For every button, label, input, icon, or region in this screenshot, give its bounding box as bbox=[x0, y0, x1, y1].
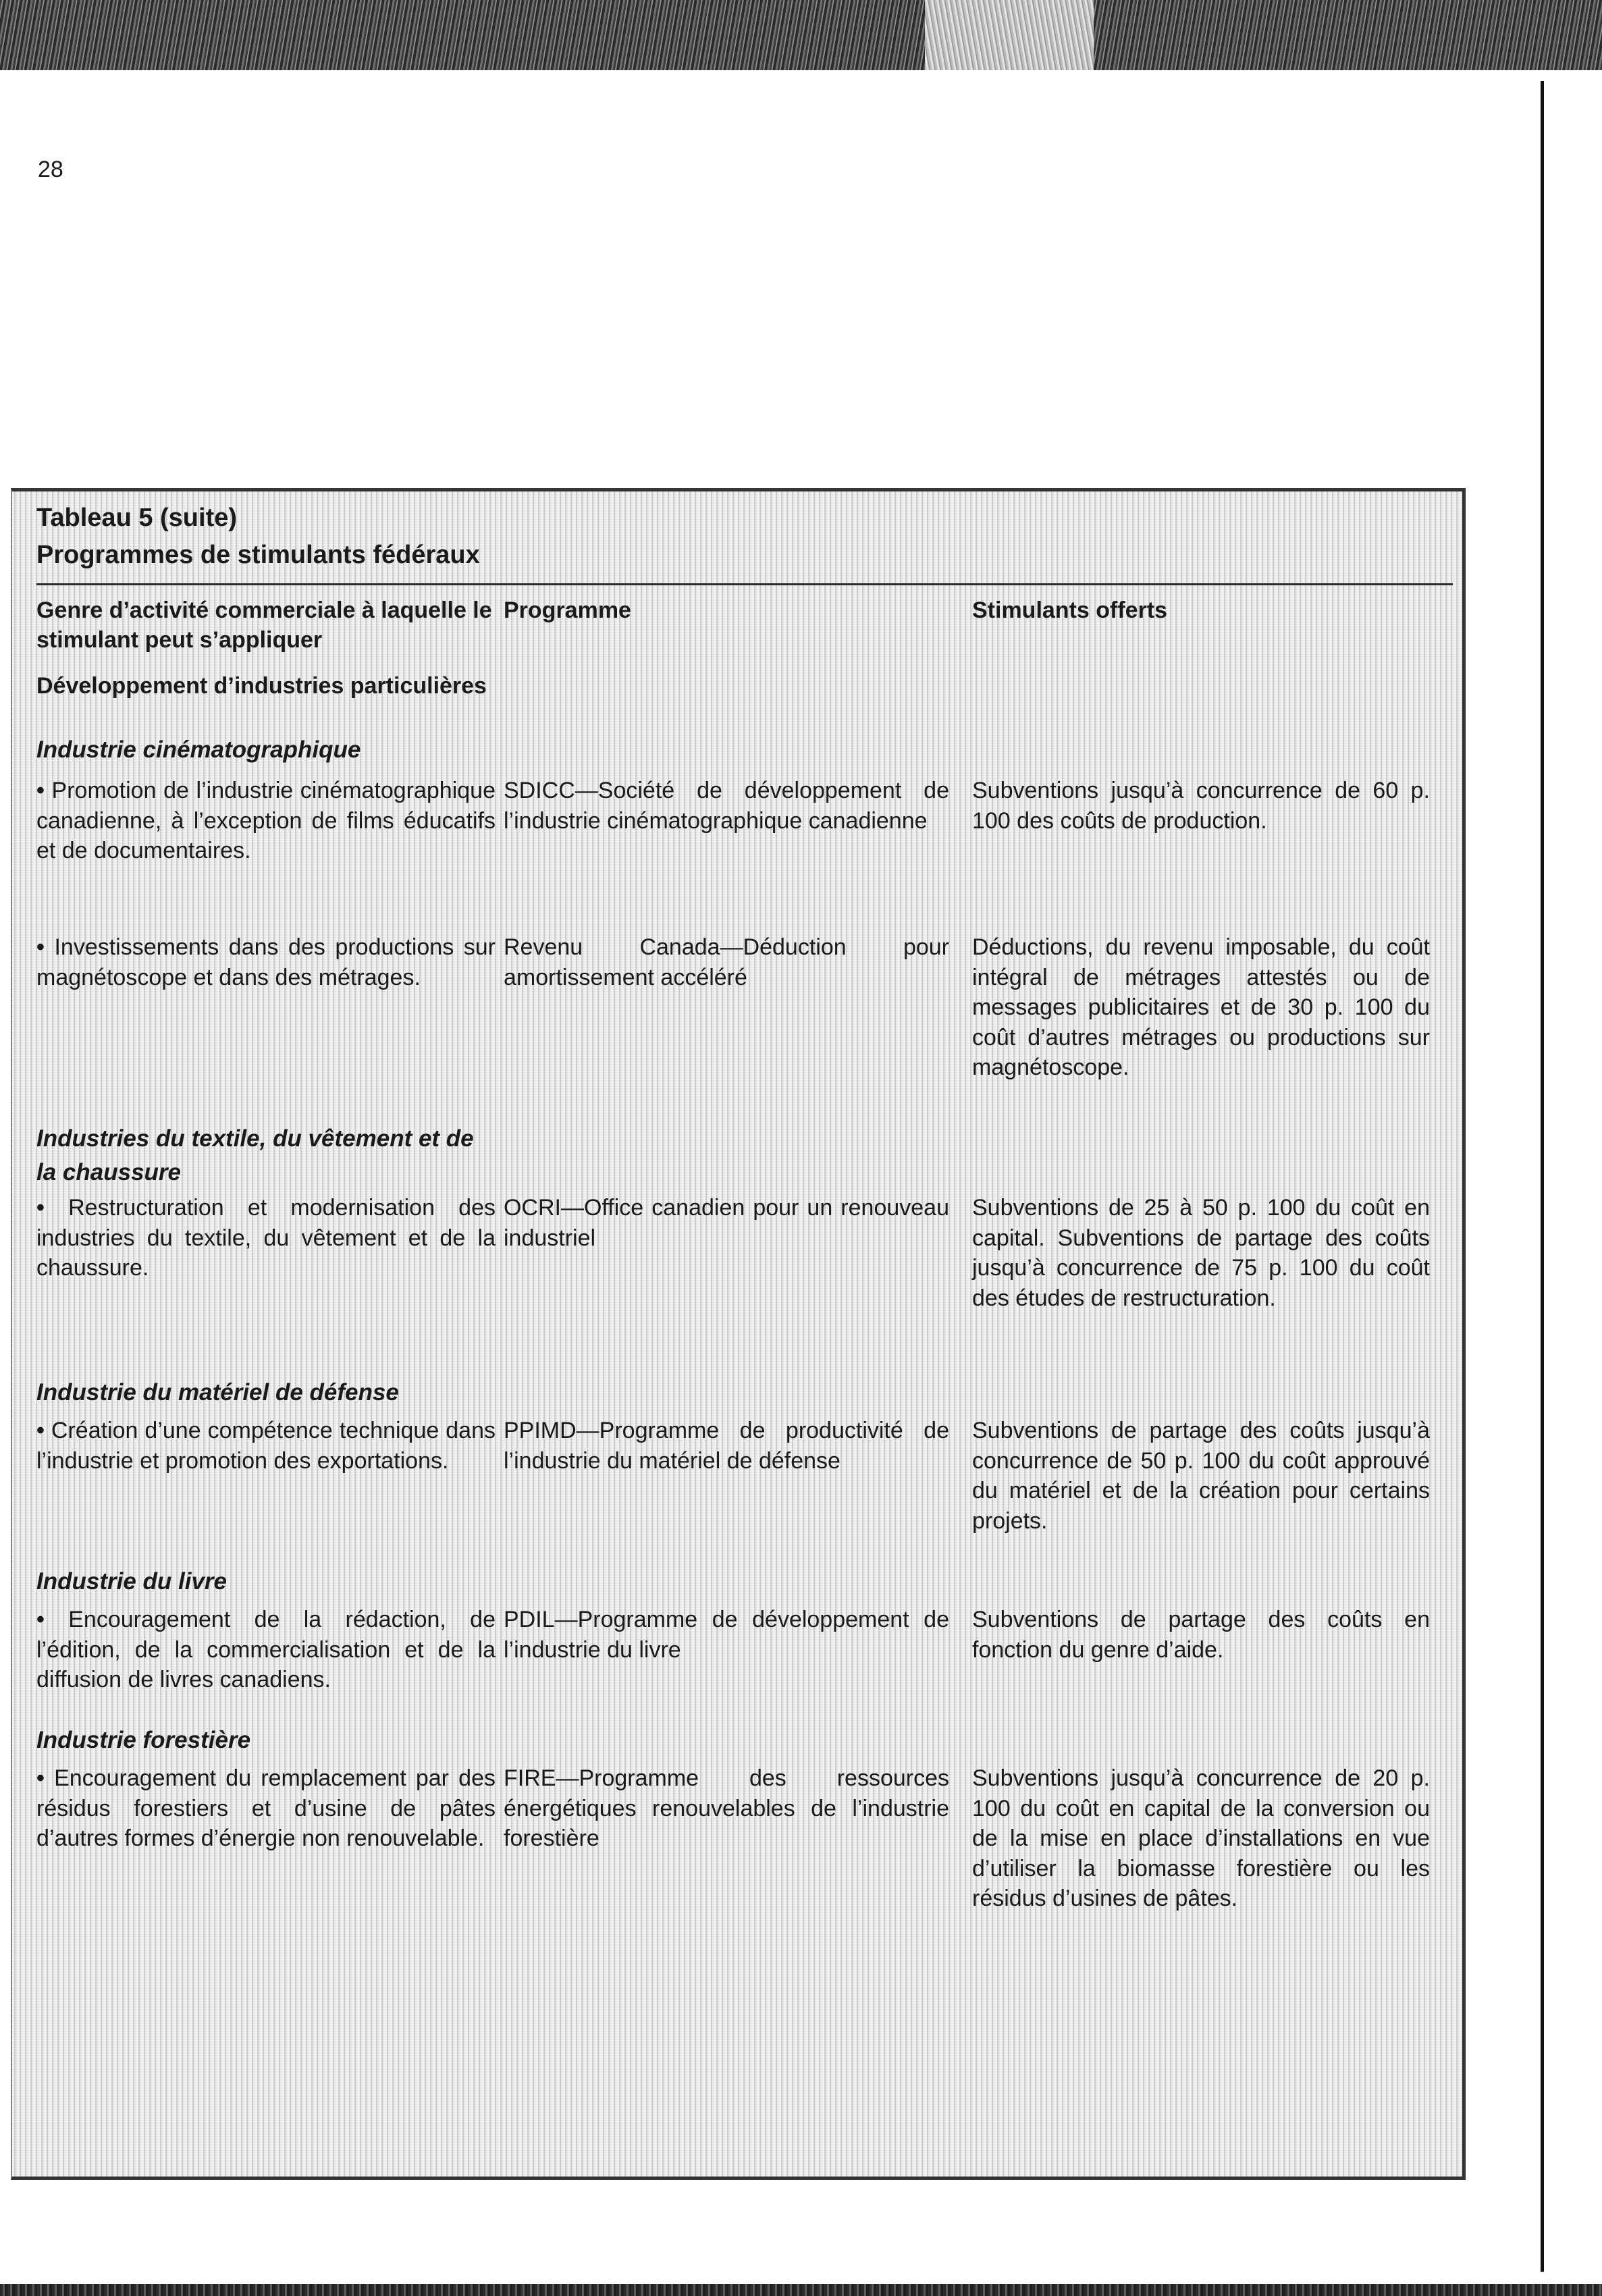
activity-text: Encouragement du remplacement par des résidus forestiers et d’usine de pâtes d’autres formes d’énergie non renouvelable. bbox=[36, 1765, 496, 1851]
group-heading-forestry: Industrie forestière bbox=[36, 1727, 251, 1753]
table-row-program: OCRI—Office canadien pour un renouveau industriel bbox=[504, 1195, 949, 1251]
table-row-program: SDICC—Société de développement de l’industrie cinématographique canadienne bbox=[504, 778, 949, 834]
column-header-activity: Genre d’activité commerciale à laquelle le stimulant peut s’appliquer bbox=[36, 597, 492, 653]
table-row-activity bbox=[36, 932, 496, 992]
table-label: Tableau 5 (suite) bbox=[36, 504, 238, 532]
table-row-activity bbox=[36, 1193, 496, 1283]
incentive-table bbox=[11, 488, 1466, 2180]
table-row-incentive: Subventions de partage des coûts en fonction du genre d’aide. bbox=[972, 1607, 1430, 1663]
group-heading-defense: Industrie du matériel de défense bbox=[36, 1379, 399, 1406]
binding-edge-rule bbox=[1541, 81, 1544, 2272]
bullet-icon: • bbox=[36, 778, 52, 803]
title-rule bbox=[36, 583, 1453, 585]
bullet-icon: • bbox=[36, 934, 55, 960]
table-title: Programmes de stimulants fédéraux bbox=[36, 541, 480, 569]
table-row-activity bbox=[36, 1763, 496, 1854]
table-row-program: Revenu Canada—Déduction pour amortissement accéléré bbox=[504, 934, 949, 990]
table-row-incentive: Subventions de partage des coûts jusqu’à concurrence de 50 p. 100 du coût approuvé du matériel et de la création pour certains projets. bbox=[972, 1418, 1430, 1534]
table-row-activity bbox=[36, 776, 496, 866]
table-row-incentive: Déductions, du revenu imposable, du coût intégral de métrages attestés ou de messages publicitaires et de 30 p. 100 du coût d’autres métrages ou productions sur magnétoscope. bbox=[972, 934, 1430, 1080]
page-number: 28 bbox=[38, 157, 63, 182]
table-row-incentive: Subventions jusqu’à concurrence de 60 p. 100 des coûts de production. bbox=[972, 778, 1430, 834]
table-row-incentive: Subventions de 25 à 50 p. 100 du coût en capital. Subventions de partage des coûts jusqu’à concurrence de 75 p. 100 du coût des études de restructuration. bbox=[972, 1195, 1430, 1311]
column-header-program: Programme bbox=[504, 597, 631, 623]
table-row-activity bbox=[36, 1605, 496, 1695]
bullet-icon: • bbox=[36, 1418, 51, 1443]
scan-edge-patch bbox=[925, 0, 1094, 70]
section-heading: Développement d’industries particulières bbox=[36, 673, 487, 699]
activity-text: Investissements dans des productions sur magnétoscope et dans des métrages. bbox=[36, 934, 496, 990]
bullet-icon: • bbox=[36, 1195, 69, 1221]
table-row-activity bbox=[36, 1416, 496, 1476]
table-row-incentive: Subventions jusqu’à concurrence de 20 p. 100 du coût en capital de la conversion ou de la mise en place d’installations en vue d’utiliser la biomasse forestière ou les résidus d’usines de pâtes. bbox=[972, 1765, 1430, 1911]
activity-text: Promotion de l’industrie cinématographique canadienne, à l’exception de films éducatifs et de documentaires. bbox=[36, 778, 496, 863]
group-heading-textile: Industries du textile, du vêtement et de la chaussure bbox=[36, 1125, 474, 1185]
bullet-icon: • bbox=[36, 1607, 69, 1632]
group-heading-book: Industrie du livre bbox=[36, 1568, 227, 1595]
table-row-program: FIRE—Programme des ressources énergétiques renouvelables de l’industrie forestière bbox=[504, 1765, 949, 1851]
bullet-icon: • bbox=[36, 1765, 55, 1791]
activity-text: Encouragement de la rédaction, de l’édition, de la commercialisation et de la diffusion de livres canadiens. bbox=[36, 1607, 496, 1692]
scan-edge-bottom bbox=[0, 2284, 1602, 2296]
activity-text: Restructuration et modernisation des industries du textile, du vêtement et de la chaussure. bbox=[36, 1195, 496, 1281]
activity-text: Création d’une compétence technique dans l’industrie et promotion des exportations. bbox=[36, 1418, 496, 1474]
column-header-incentive: Stimulants offerts bbox=[972, 597, 1168, 623]
table-row-program: PDIL—Programme de développement de l’industrie du livre bbox=[504, 1607, 949, 1663]
table-row-program: PPIMD—Programme de productivité de l’industrie du matériel de défense bbox=[504, 1418, 949, 1474]
group-heading-film: Industrie cinématographique bbox=[36, 737, 361, 763]
scan-edge-top bbox=[0, 0, 1602, 70]
